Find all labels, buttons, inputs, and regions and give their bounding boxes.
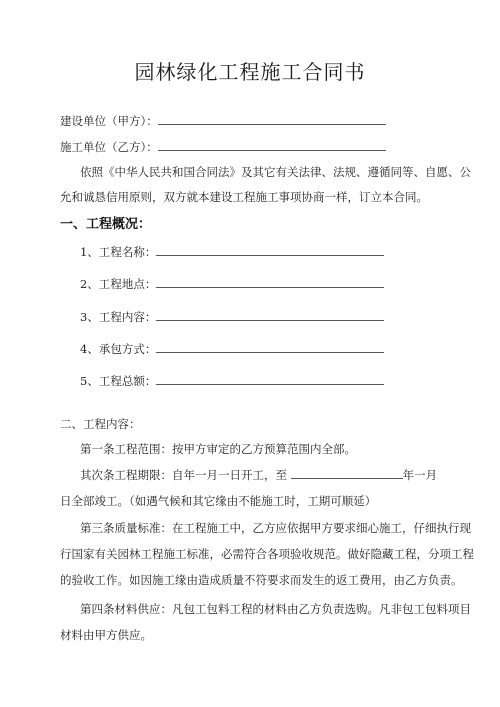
article-2-text-end: 年一月 <box>402 468 438 482</box>
article-2-line-1 <box>80 467 437 483</box>
article-2-line-2: 日全部竣工。（如遇气候和其它缘由不能施工时，工期可顺延） <box>60 494 377 508</box>
project-name-blank[interactable] <box>156 245 384 256</box>
party-b-label: 施工单位（乙方）： <box>60 140 158 154</box>
overview-item-label: 2、工程地点： <box>80 277 157 291</box>
overview-item <box>80 341 384 357</box>
article-3-line-3: 的验收工作。如因施工缘由造成质量不符要求而发生的返工费用，由乙方负责。 <box>60 573 463 587</box>
contract-mode-blank[interactable] <box>156 342 384 353</box>
article-3-line-2: 行国家有关园林工程施工标准，必需符合各项验收规范。做好隐藏工程，分项工程 <box>60 547 474 561</box>
party-b-row <box>60 139 386 155</box>
article-2-text-start: 其次条工程期限：自年一月一日开工，至 <box>80 468 287 482</box>
overview-item-label: 3、工程内容： <box>80 310 157 324</box>
document-title: 园林绿化工程施工合同书 <box>134 60 366 84</box>
article-4-line-1: 第四条材料供应：凡包工包料工程的材料由乙方负责选购。凡非包工包料项目 <box>80 602 471 616</box>
overview-item <box>80 373 384 389</box>
overview-item-label: 4、承包方式： <box>80 342 157 356</box>
intro-line-1: 依照《中华人民共和国合同法》及其它有关法律、法规、遵循同等、自愿、公 <box>80 165 471 179</box>
party-b-blank[interactable] <box>158 140 386 151</box>
overview-item-label: 1、工程名称： <box>80 245 157 259</box>
party-a-blank[interactable] <box>158 114 386 125</box>
party-a-label: 建设单位（甲方）： <box>60 114 158 128</box>
completion-date-blank[interactable] <box>291 468 403 479</box>
section-2-heading: 二、工程内容： <box>60 417 141 431</box>
party-a-row <box>60 113 386 129</box>
overview-item <box>80 244 384 260</box>
project-total-blank[interactable] <box>156 374 384 385</box>
project-location-blank[interactable] <box>156 277 384 288</box>
overview-item <box>80 309 384 325</box>
section-1-heading: 一、工程概况： <box>60 217 152 232</box>
article-1: 第一条工程范围：按甲方审定的乙方预算范围内全部。 <box>80 442 356 456</box>
overview-item-label: 5、工程总额： <box>80 374 157 388</box>
intro-line-2: 允和诚恳信用原则，双方就本建设工程施工事项协商一样，订立本合同。 <box>60 190 428 204</box>
article-3-line-1: 第三条质量标准：在工程施工中，乙方应依据甲方要求细心施工，仔细执行现 <box>80 521 471 535</box>
article-4-line-2: 材料由甲方供应。 <box>60 628 152 642</box>
overview-item <box>80 276 384 292</box>
project-content-blank[interactable] <box>156 310 384 321</box>
